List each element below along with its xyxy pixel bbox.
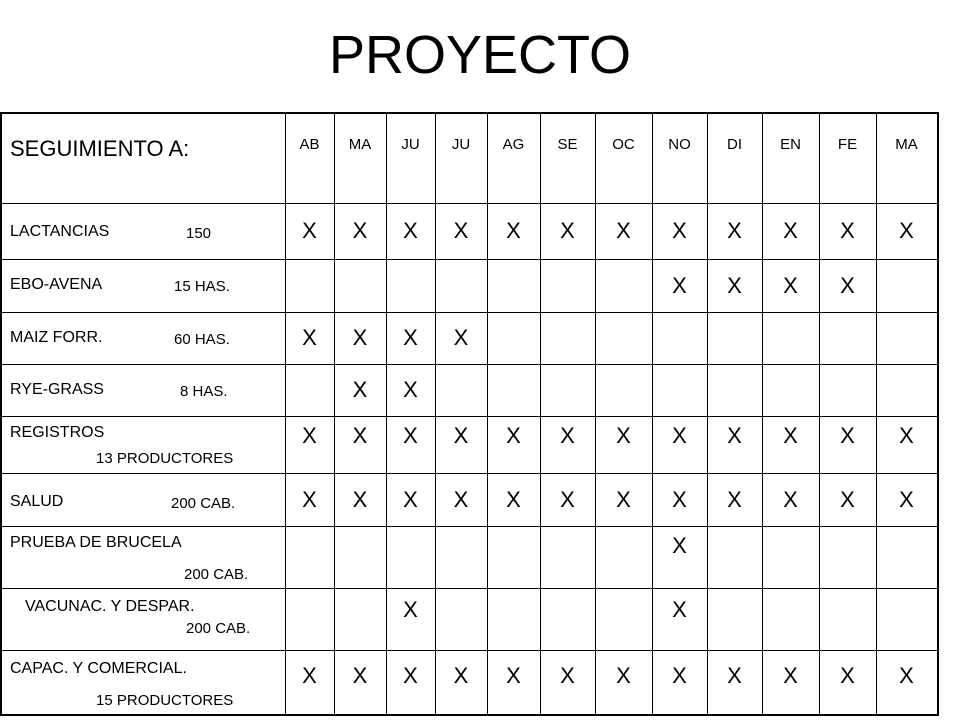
month-label-3: JU	[401, 136, 420, 153]
schedule-mark: X	[616, 663, 631, 688]
month-label-6: SE	[557, 136, 578, 153]
row-label: SALUD	[10, 493, 64, 510]
month-label-5: AG	[502, 136, 525, 153]
month-label-8: NO	[668, 136, 691, 153]
row-detail: 8 HAS.	[180, 383, 228, 400]
month-label-2: MA	[348, 136, 372, 153]
schedule-mark: X	[352, 423, 368, 448]
schedule-mark: X	[672, 273, 687, 298]
row-detail: 60 HAS.	[174, 331, 230, 348]
schedule-mark: X	[560, 663, 575, 688]
schedule-mark: X	[727, 487, 742, 512]
schedule-mark: X	[727, 423, 742, 448]
row-divider	[2, 650, 937, 651]
month-label-1: AB	[299, 136, 320, 153]
header-label: SEGUIMIENTO A:	[10, 136, 190, 161]
column-divider	[386, 114, 387, 714]
month-label-9: DI	[727, 136, 742, 153]
row-label: PRUEBA DE BRUCELA	[10, 534, 182, 551]
schedule-mark: X	[616, 487, 631, 512]
schedule-mark: X	[403, 377, 418, 402]
schedule-mark: X	[506, 487, 521, 512]
row-detail: 150	[186, 225, 212, 242]
schedule-mark: X	[616, 218, 631, 243]
row-detail: 15 HAS.	[174, 278, 230, 295]
schedule-mark: X	[560, 423, 575, 448]
schedule-mark: X	[616, 423, 631, 448]
row-label: CAPAC. Y COMERCIAL.	[10, 660, 187, 677]
schedule-mark: X	[352, 325, 368, 350]
schedule-mark: X	[453, 663, 469, 688]
schedule-mark: X	[302, 663, 317, 688]
column-divider	[819, 114, 820, 714]
schedule-mark: X	[506, 663, 521, 688]
schedule-mark: X	[672, 218, 687, 243]
schedule-mark: X	[727, 663, 742, 688]
month-label-7: OC	[612, 136, 635, 153]
column-divider	[285, 114, 286, 714]
row-divider	[2, 526, 937, 527]
schedule-mark: X	[840, 487, 855, 512]
schedule-mark: X	[302, 423, 317, 448]
schedule-mark: X	[899, 218, 914, 243]
schedule-mark: X	[783, 663, 798, 688]
schedule-mark: X	[783, 487, 798, 512]
row-label: VACUNAC. Y DESPAR.	[25, 598, 195, 615]
row-detail: 13 PRODUCTORES	[96, 450, 234, 467]
schedule-mark: X	[403, 423, 418, 448]
column-divider	[595, 114, 596, 714]
schedule-mark: X	[506, 218, 521, 243]
row-detail: 200 CAB.	[171, 495, 236, 512]
schedule-mark: X	[352, 377, 368, 402]
schedule-mark: X	[672, 487, 687, 512]
page-title: PROYECTO	[328, 25, 632, 85]
schedule-mark: X	[352, 663, 368, 688]
column-divider	[334, 114, 335, 714]
month-label-4: JU	[451, 136, 471, 153]
schedule-mark: X	[899, 663, 914, 688]
schedule-mark: X	[672, 533, 687, 558]
schedule-mark: X	[403, 663, 418, 688]
schedule-mark: X	[783, 423, 798, 448]
schedule-mark: X	[352, 487, 368, 512]
schedule-mark: X	[672, 663, 687, 688]
schedule-mark: X	[403, 325, 418, 350]
schedule-mark: X	[672, 597, 687, 622]
schedule-mark: X	[506, 423, 521, 448]
column-divider	[762, 114, 763, 714]
schedule-mark: X	[302, 218, 317, 243]
schedule-mark: X	[899, 487, 914, 512]
schedule-mark: X	[783, 273, 798, 298]
row-divider	[2, 588, 937, 589]
schedule-mark: X	[352, 218, 368, 243]
schedule-mark: X	[840, 423, 855, 448]
row-detail: 200 CAB.	[186, 620, 251, 637]
column-divider	[876, 114, 877, 714]
schedule-mark: X	[672, 423, 687, 448]
row-divider	[2, 416, 937, 417]
row-divider	[2, 364, 937, 365]
schedule-mark: X	[727, 273, 742, 298]
schedule-mark: X	[899, 423, 914, 448]
column-divider	[487, 114, 488, 714]
row-divider	[2, 259, 937, 260]
schedule-mark: X	[840, 273, 855, 298]
month-label-10: EN	[780, 136, 801, 153]
row-label: EBO-AVENA	[10, 276, 103, 293]
schedule-mark: X	[403, 218, 418, 243]
schedule-mark: X	[453, 325, 469, 350]
schedule-mark: X	[560, 487, 575, 512]
schedule-mark: X	[302, 325, 317, 350]
row-detail: 200 CAB.	[184, 566, 249, 583]
schedule-mark: X	[453, 487, 469, 512]
schedule-mark: X	[783, 218, 798, 243]
column-divider	[435, 114, 436, 714]
schedule-mark: X	[453, 218, 469, 243]
row-detail: 15 PRODUCTORES	[96, 692, 234, 709]
column-divider	[707, 114, 708, 714]
schedule-mark: X	[403, 597, 418, 622]
schedule-mark: X	[302, 487, 317, 512]
schedule-mark: X	[727, 218, 742, 243]
schedule-mark: X	[403, 487, 418, 512]
schedule-table	[0, 112, 939, 716]
schedule-mark: X	[560, 218, 575, 243]
row-divider	[2, 473, 937, 474]
row-label: REGISTROS	[10, 424, 105, 441]
month-label-11: FE	[837, 136, 858, 153]
schedule-mark: X	[840, 663, 855, 688]
row-divider	[2, 312, 937, 313]
column-divider	[652, 114, 653, 714]
schedule-mark: X	[840, 218, 855, 243]
row-label: RYE-GRASS	[10, 381, 104, 398]
month-label-12: MA	[895, 136, 918, 153]
row-label: LACTANCIAS	[10, 223, 110, 240]
schedule-mark: X	[453, 423, 469, 448]
row-divider	[2, 203, 937, 204]
row-label: MAIZ FORR.	[10, 329, 103, 346]
column-divider	[540, 114, 541, 714]
